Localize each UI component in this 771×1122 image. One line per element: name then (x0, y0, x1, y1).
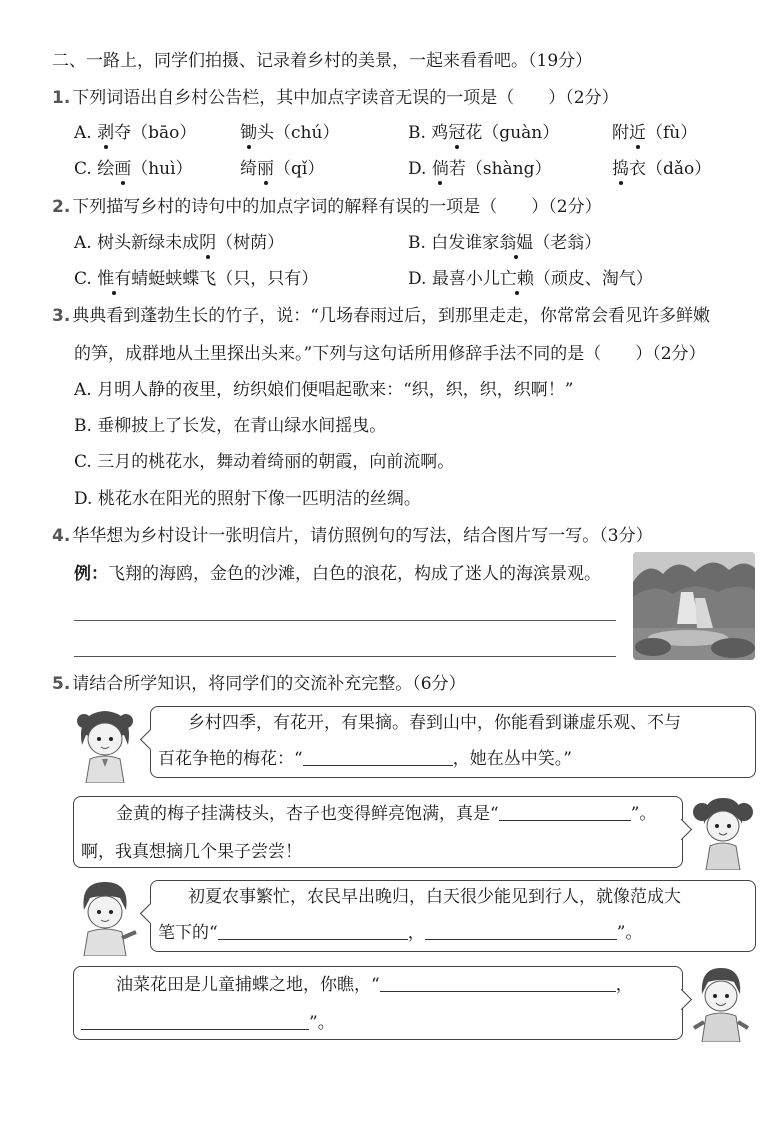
blank-4b[interactable] (81, 1013, 309, 1030)
q3-stem-line2: 的笋，成群地从土里探出头来。”下列与这句话所用修辞手法不同的是（ ）（2分） (74, 344, 706, 364)
q1-number: 1. (52, 88, 71, 108)
blank-1[interactable] (303, 749, 453, 766)
q4-text: 华华想为乡村设计一张明信片，请仿照例句的写法，结合图片写一写。（3分） (72, 526, 653, 546)
dialogue-1-line1: 乡村四季，有花开，有果摘。春到山中，你能看到谦虚乐观、不与 (188, 713, 681, 733)
q4-stem (52, 525, 653, 547)
q3-text-1: 典典看到蓬勃生长的竹子，说：“几场春雨过后，到那里走走，你常常会看见许多鲜嫩 (72, 306, 710, 326)
blank-2[interactable] (499, 804, 631, 821)
dotted-char: 倘 (431, 159, 449, 179)
dotted-char: 锄 (240, 123, 257, 143)
dialogue-3-line1: 初夏农事繁忙，农民早出晚归，白天很少能见到行人，就像范成大 (188, 887, 681, 907)
q1-text: 下列词语出自乡村公告栏，其中加点字读音无误的一项是（ ）（2分） (72, 88, 619, 108)
q2-stem (52, 196, 602, 218)
q3-option-b[interactable]: B. 垂柳披上了长发，在青山绿水间摇曳。 (74, 416, 387, 436)
dialogue-4-line1: 油菜花田是儿童捕蝶之地，你瞧，“ ， (116, 975, 633, 995)
girl-avatar-2 (690, 790, 756, 874)
q2-text: 下列描写乡村的诗句中的加点字词的解释有误的一项是（ ）（2分） (72, 197, 602, 217)
girl-avatar-1 (72, 705, 138, 787)
q4-answer-line-2[interactable] (74, 656, 616, 657)
waterfall-photo (633, 552, 755, 660)
q1-option-a-word2: 锄头（chú） (240, 123, 340, 143)
q4-example (74, 563, 601, 585)
dotted-char: 近 (629, 123, 646, 143)
q1-option-d-word2: 捣衣（dǎo） (612, 159, 712, 179)
q3-option-d[interactable]: D. 桃花水在阳光的照射下像一匹明洁的丝绸。 (74, 489, 421, 509)
dialogue-2-line2: 啊，我真想摘几个果子尝尝！ (81, 842, 302, 862)
q5-text: 请结合所学知识，将同学们的交流补充完整。（6分） (72, 674, 466, 694)
section-title: 二、一路上，同学们拍摄、记录着乡村的美景，一起来看看吧。（19分） (52, 51, 593, 71)
q2-number: 2. (52, 197, 71, 217)
dialogue-4-line2: ”。 (81, 1012, 335, 1034)
boy-avatar-1 (70, 876, 140, 960)
q1-option-c-word2: 绮丽（qǐ） (240, 159, 325, 179)
q2-option-c[interactable]: C. 惟有蜻蜓蛱蝶飞（只，只有） (74, 269, 319, 289)
q1-option-b-word2: 附近（fù） (612, 123, 698, 143)
dotted-char: 捣 (612, 159, 629, 179)
dotted-char: 画 (114, 159, 132, 179)
dotted-char: 惟有 (97, 269, 132, 289)
example-label: 例： (74, 564, 108, 584)
dotted-char: 冠 (448, 123, 466, 143)
q1-stem (52, 87, 619, 109)
q4-answer-line-1[interactable] (74, 620, 616, 621)
dialogue-3-line2: 笔下的“ ， ”。 (158, 923, 643, 943)
q1-option-a[interactable]: A. 剥夺（bāo） (74, 123, 197, 143)
blank-4a[interactable] (380, 975, 616, 992)
q5-number: 5. (52, 674, 71, 694)
q4-number: 4. (52, 526, 71, 546)
dotted-char: 剥 (97, 123, 115, 143)
q1-option-d[interactable]: D. 倘若（shàng） (408, 159, 552, 179)
example-text: 飞翔的海鸥，金色的沙滩，白色的浪花，构成了迷人的海滨景观。 (108, 564, 601, 584)
q3-number: 3. (52, 306, 71, 326)
dotted-char: 阴 (199, 233, 217, 253)
dialogue-1-line2: 百花争艳的梅花：“ ，她在丛中笑。” (158, 749, 572, 769)
dotted-char: 丽 (257, 159, 274, 179)
q2-option-d[interactable]: D. 最喜小儿亡赖（顽皮、淘气） (408, 269, 653, 289)
q5-stem (52, 673, 466, 695)
blank-3a[interactable] (218, 923, 408, 940)
q2-option-b[interactable]: B. 白发谁家翁媪（老翁） (408, 233, 602, 253)
q3-stem-line1 (52, 305, 710, 327)
q1-option-c[interactable]: C. 绘画（huì） (74, 159, 193, 179)
boy-avatar-2 (688, 962, 754, 1046)
dialogue-2-line1: 金黄的梅子挂满枝头，杏子也变得鲜亮饱满，真是“ ”。 (116, 804, 657, 824)
q1-option-b[interactable]: B. 鸡冠花（guàn） (408, 123, 560, 143)
blank-3b[interactable] (425, 923, 617, 940)
dotted-char: 翁媪 (499, 233, 534, 253)
q2-option-a[interactable]: A. 树头新绿未成阴（树荫） (74, 233, 285, 253)
q3-option-a[interactable]: A. 月明人静的夜里，纺织娘们便唱起歌来：“织，织，织，织啊！” (74, 380, 574, 400)
q3-option-c[interactable]: C. 三月的桃花水，舞动着绮丽的朝霞，向前流啊。 (74, 452, 455, 472)
dotted-char: 亡赖 (499, 269, 534, 289)
